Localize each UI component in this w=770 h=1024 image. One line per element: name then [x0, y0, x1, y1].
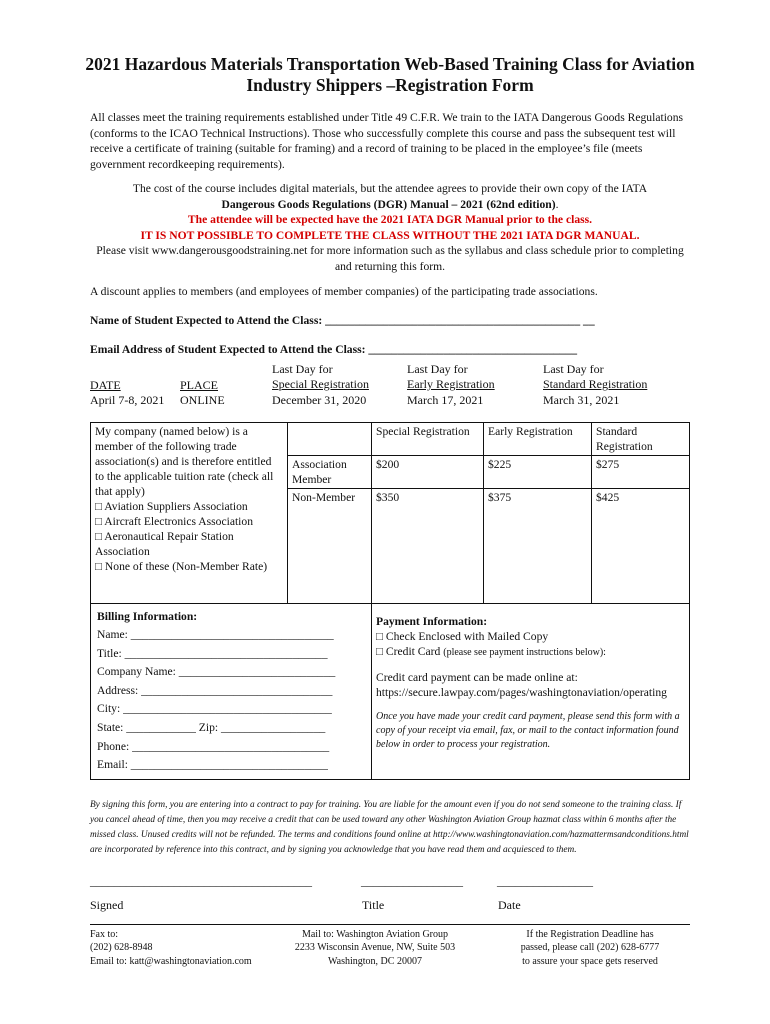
row-label-nonmember: Non-Member	[288, 488, 372, 603]
special-header: Special Registration	[272, 377, 369, 391]
deadline-phone: passed, please call (202) 628-6777	[520, 942, 660, 954]
place-header: PLACE	[180, 377, 219, 392]
billing-state-zip-field[interactable]: State: ____________ Zip: __________________	[97, 721, 326, 735]
footer	[90, 928, 690, 969]
title-line[interactable]: _________________	[361, 873, 463, 888]
last-day-label: Last Day for	[407, 361, 468, 376]
date-line[interactable]: ________________	[497, 873, 593, 888]
price-cell: $425	[592, 488, 690, 603]
mail-label: Mail to: Washington Aviation Group	[301, 928, 449, 940]
page-title: 2021 Hazardous Materials Transportation Web-Based Training Class for Aviation Industry Shippers –Registration Form	[85, 54, 695, 95]
check-enclosed-checkbox[interactable]: □ Check Enclosed with Mailed Copy	[376, 629, 549, 643]
form-column	[85, 0, 695, 988]
intro-paragraph: All classes meet the training requirements established under Title 49 C.F.R. We train to the IATA Dangerous Goods Regulations (conforms to the ICAO Technical Instructions). Those who successfully complete this course and pass the subsequent test will receive a certificate of training (suitable for framing) and a record of training to be placed in the employee’s file (meets government recordkeeping requirements).	[90, 111, 684, 171]
credit-card-checkbox[interactable]	[376, 644, 685, 660]
price-cell: $375	[484, 488, 592, 603]
footer-divider	[90, 924, 690, 925]
assoc-checkbox-asa[interactable]: □ Aviation Suppliers Association	[95, 499, 248, 513]
mail-street: 2233 Wisconsin Avenue, NW, Suite 503	[294, 942, 456, 954]
dgr-manual-text: Dangerous Goods Regulations (DGR) Manual – 2021 (62nd edition)	[221, 197, 556, 211]
assoc-checkbox-aea[interactable]: □ Aircraft Electronics Association	[95, 514, 253, 528]
empty-cell	[288, 422, 372, 455]
schedule-place	[180, 378, 225, 409]
date-label: Date	[498, 897, 521, 912]
early-header: Early Registration	[407, 377, 495, 391]
pricing-table	[90, 422, 690, 780]
discount-text: A discount applies to members (and employees of member companies) of the participating trade associations.	[90, 285, 598, 298]
billing-name-field[interactable]: Name: ___________________________________	[97, 628, 334, 642]
billing-company-field[interactable]: Company Name: ___________________________	[97, 665, 336, 679]
manual-requirement-warning-caps: IT IS NOT POSSIBLE TO COMPLETE THE CLASS WITHOUT THE 2021 IATA DGR MANUAL.	[140, 228, 640, 242]
special-date: December 31, 2020	[272, 392, 367, 407]
manual-requirement-warning: The attendee will be expected have the 2021 IATA DGR Manual prior to the class.	[187, 213, 593, 226]
deadline-note: to assure your space gets reserved	[522, 955, 658, 967]
fax-label: Fax to:	[90, 928, 119, 940]
billing-city-field[interactable]: City: ____________________________________	[97, 702, 332, 716]
fax-number: (202) 628-8948	[90, 942, 153, 954]
standard-header: Standard Registration	[543, 377, 648, 391]
header-special: Special Registration	[372, 422, 484, 455]
mail-city: Washington, DC 20007	[328, 955, 422, 967]
last-day-label: Last Day for	[543, 361, 604, 376]
payment-section	[372, 603, 690, 779]
header-early: Early Registration	[484, 422, 592, 455]
schedule-date	[90, 378, 164, 409]
row-label-member: Association Member	[288, 455, 372, 488]
billing-email-field[interactable]: Email: __________________________________	[97, 758, 328, 772]
online-payment-link[interactable]: https://secure.lawpay.com/pages/washingtonaviation/operating	[376, 685, 667, 699]
class-place: ONLINE	[180, 393, 225, 407]
mail-contact	[275, 928, 475, 969]
class-date: April 7-8, 2021	[90, 393, 165, 407]
cost-text: The cost of the course includes digital materials, but the attendee agrees to provide their own copy of the IATA	[132, 182, 648, 195]
payment-note: Once you have made your credit card payment, please send this form with a copy of your receipt via email, fax, or mail to the contact information found below in order to process your registration.	[376, 710, 680, 750]
student-email-field[interactable]: Email Address of Student Expected to Attend the Class: ____________________________________	[90, 343, 578, 356]
standard-deadline	[543, 362, 647, 409]
standard-date: March 31, 2021	[543, 392, 620, 407]
deadline-contact	[490, 928, 690, 969]
price-cell: $350	[372, 488, 484, 603]
billing-section	[91, 603, 372, 779]
header-standard: Standard Registration	[592, 422, 690, 455]
date-header: DATE	[90, 377, 121, 392]
price-cell: $275	[592, 455, 690, 488]
student-name-field[interactable]: Name of Student Expected to Attend the Class: ____________________________________________ __	[90, 313, 595, 327]
early-date: March 17, 2021	[407, 392, 484, 407]
terms-text: By signing this form, you are entering into a contract to pay for training. You are liable for the amount even if you do not send someone to the training class. If you cancel ahead of time, then you may receive a credit that can be used toward any other Washington Aviation Group hazmat class within 6 months after the missed class. Unused credits will not be refunded. The terms and conditions found online at http://www.washingtonaviation.com/hazmattermsandconditions.html are incorporated by reference into this contract, and by signing you acknowledge that you have read them and acquiesced to them.	[90, 799, 689, 855]
billing-title-field[interactable]: Title: ___________________________________	[97, 646, 328, 660]
deadline-text: If the Registration Deadline has	[526, 928, 654, 940]
membership-cell	[91, 422, 288, 603]
price-cell: $225	[484, 455, 592, 488]
early-deadline	[407, 362, 495, 409]
price-cell: $200	[372, 455, 484, 488]
signed-label: Signed	[90, 897, 124, 912]
credit-card-note: (please see payment instructions below):	[443, 646, 606, 658]
credit-card-label: □ Credit Card	[376, 644, 441, 658]
billing-title: Billing Information:	[97, 609, 198, 623]
assoc-checkbox-arsa[interactable]: □ Aeronautical Repair Station Association	[95, 529, 234, 558]
cost-paragraph: The cost of the course includes digital materials, but the attendee agrees to provide their own copy of the IATA Dangerous Goods Regulations (DGR) Manual – 2021 (62nd edition). The attendee will be expected have the 2021 IATA DGR Manual prior to the class. IT IS NOT POSSIBLE TO COMPLETE THE CLASS WITHOUT THE 2021 IATA DGR MANUAL. Please visit www.dangerousgoodstraining.net for more information such as the syllabus and class schedule prior to completing and returning this form.	[90, 181, 690, 274]
signature-line[interactable]: _____________________________________	[90, 873, 312, 888]
billing-address-field[interactable]: Address: _________________________________	[97, 683, 333, 697]
membership-text: My company (named below) is a member of the following trade association(s) and is therefore entitled to the applicable tuition rate (check all that apply)	[95, 424, 274, 498]
special-deadline	[272, 362, 369, 409]
payment-title: Payment Information:	[376, 614, 488, 628]
last-day-label: Last Day for	[272, 361, 333, 376]
fax-contact	[90, 928, 260, 969]
title-label: Title	[362, 897, 385, 912]
contact-email: Email to: katt@washingtonaviation.com	[90, 955, 252, 967]
billing-phone-field[interactable]: Phone: __________________________________	[97, 739, 330, 753]
assoc-checkbox-none[interactable]: □ None of these (Non-Member Rate)	[95, 559, 268, 573]
visit-website-text: Please visit www.dangerousgoodstraining.net for more information such as the syllabus and class schedule prior to completing and returning this form.	[96, 244, 684, 273]
signature-row	[90, 874, 690, 918]
online-payment-text: Credit card payment can be made online at:	[376, 670, 578, 684]
schedule-row	[90, 362, 690, 412]
